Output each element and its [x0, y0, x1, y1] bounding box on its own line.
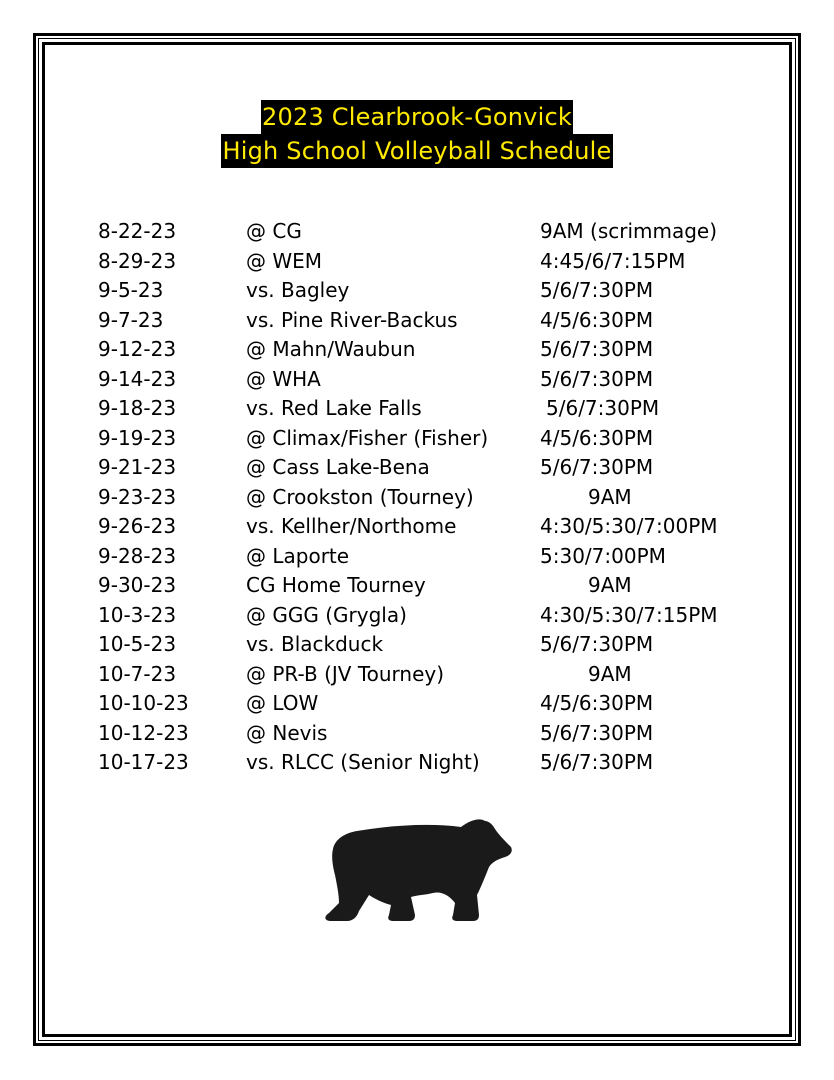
schedule-title [0, 100, 834, 168]
game-date: 10-7-23 [98, 661, 177, 686]
bear-icon [313, 777, 525, 965]
game-date: 9-18-23 [98, 396, 177, 420]
schedule-row [98, 335, 758, 365]
game-date: 9-19-23 [98, 425, 177, 450]
game-date: 9-28-23 [98, 543, 177, 568]
game-time: 9AM [588, 484, 632, 509]
game-opponent: @ Cass Lake-Bena [246, 455, 430, 479]
game-time: 4:45/6/7:15PM [540, 248, 686, 273]
game-time: 5/6/7:30PM [540, 337, 654, 361]
game-opponent: vs. Red Lake Falls [246, 396, 422, 420]
game-date: 9-21-23 [98, 455, 177, 479]
game-opponent: @ LOW [246, 691, 319, 715]
schedule-row [98, 542, 758, 572]
game-opponent: @ GGG (Grygla) [246, 602, 407, 627]
game-date: 10-17-23 [98, 750, 189, 774]
game-opponent: @ WHA [246, 366, 321, 391]
game-opponent: @ PR-B (JV Tourney) [246, 661, 445, 686]
game-time: 5/6/7:30PM [540, 750, 654, 774]
schedule-row [98, 306, 758, 336]
game-opponent: @ Crookston (Tourney) [246, 484, 474, 509]
schedule-row [98, 365, 758, 395]
schedule-row [98, 394, 758, 424]
game-time: 5/6/7:30PM [540, 720, 654, 745]
schedule-row [98, 247, 758, 277]
game-time: 9AM (scrimmage) [540, 219, 718, 243]
game-opponent: vs. Blackduck [246, 632, 384, 656]
game-date: 9-26-23 [98, 514, 177, 538]
game-time: 4:30/5:30/7:15PM [540, 602, 718, 627]
game-date: 9-14-23 [98, 366, 177, 391]
schedule-row [98, 571, 758, 601]
schedule-row [98, 748, 758, 778]
schedule-row [98, 601, 758, 631]
game-opponent: vs. Kellher/Northome [246, 514, 457, 538]
game-time: 4/5/6:30PM [540, 307, 654, 332]
schedule-row [98, 719, 758, 749]
title-line-2: High School Volleyball Schedule [221, 134, 612, 168]
game-date: 8-29-23 [98, 248, 177, 273]
game-time: 5:30/7:00PM [540, 543, 666, 568]
game-date: 9-23-23 [98, 484, 177, 509]
game-date: 9-30-23 [98, 573, 177, 597]
game-date: 9-7-23 [98, 307, 164, 332]
game-time: 5/6/7:30PM [540, 632, 654, 656]
schedule-row [98, 689, 758, 719]
game-date: 8-22-23 [98, 219, 177, 243]
game-opponent: vs. Pine River-Backus [246, 307, 458, 332]
game-opponent: @ Nevis [246, 720, 328, 745]
game-opponent: CG Home Tourney [246, 573, 426, 597]
game-time: 5/6/7:30PM [546, 396, 660, 420]
game-opponent: @ Mahn/Waubun [246, 337, 416, 361]
schedule-row [98, 424, 758, 454]
game-opponent: vs. RLCC (Senior Night) [246, 750, 480, 774]
game-date: 10-10-23 [98, 691, 189, 715]
schedule-row [98, 630, 758, 660]
game-date: 10-12-23 [98, 720, 189, 745]
game-time: 4/5/6:30PM [540, 691, 654, 715]
game-date: 9-5-23 [98, 278, 164, 302]
game-time: 4/5/6:30PM [540, 425, 654, 450]
game-time: 5/6/7:30PM [540, 278, 654, 302]
game-time: 5/6/7:30PM [540, 455, 654, 479]
schedule-row [98, 483, 758, 513]
game-date: 10-3-23 [98, 602, 177, 627]
game-opponent: @ Laporte [246, 543, 350, 568]
schedule-row [98, 217, 758, 247]
schedule-row [98, 660, 758, 690]
game-opponent: @ Climax/Fisher (Fisher) [246, 425, 489, 450]
schedule-list [98, 217, 758, 778]
game-time: 9AM [588, 573, 632, 597]
game-date: 9-12-23 [98, 337, 177, 361]
title-line-1: 2023 Clearbrook-Gonvick [261, 100, 573, 134]
game-opponent: @ CG [246, 219, 302, 243]
game-opponent: @ WEM [246, 248, 323, 273]
schedule-row [98, 453, 758, 483]
schedule-row [98, 512, 758, 542]
game-date: 10-5-23 [98, 632, 177, 656]
game-time: 4:30/5:30/7:00PM [540, 514, 718, 538]
game-opponent: vs. Bagley [246, 278, 350, 302]
schedule-row [98, 276, 758, 306]
game-time: 5/6/7:30PM [540, 366, 654, 391]
game-time: 9AM [588, 661, 632, 686]
